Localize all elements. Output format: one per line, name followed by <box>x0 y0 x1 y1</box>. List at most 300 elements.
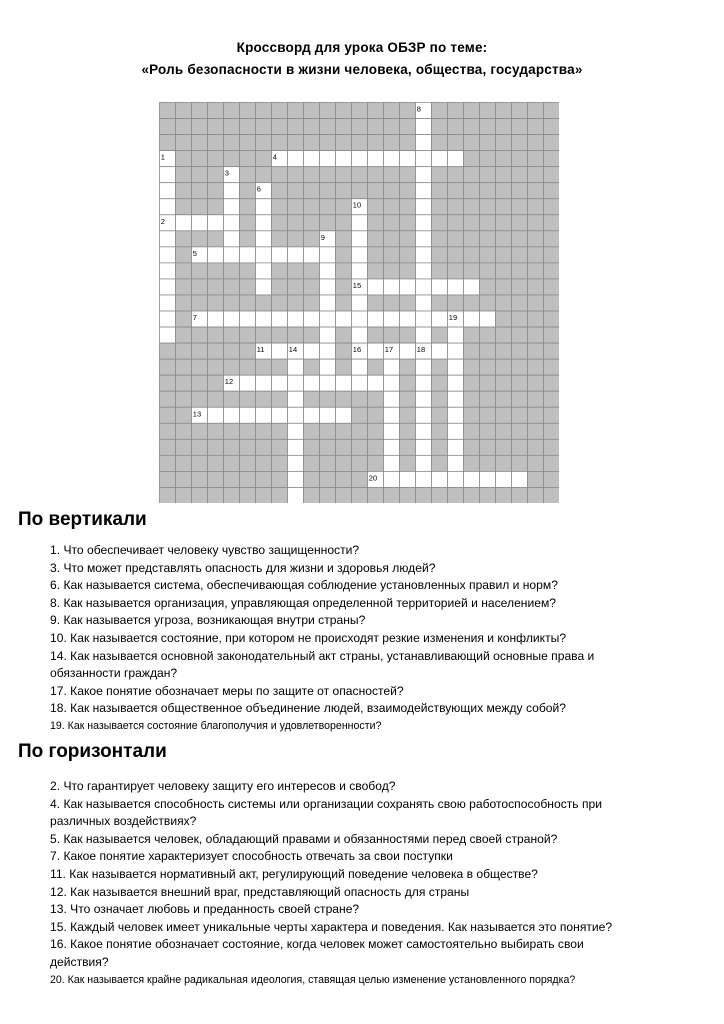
blocked-cell <box>256 295 272 311</box>
blocked-cell <box>368 359 384 375</box>
blocked-cell <box>208 103 224 119</box>
blocked-cell <box>240 167 256 183</box>
blocked-cell <box>192 295 208 311</box>
blocked-cell <box>224 343 240 359</box>
blocked-cell <box>160 439 176 455</box>
clue-item: 14. Как называется основной законодательный акт страны, устанавливающий основные права и <box>50 648 595 663</box>
clue-number: 16 <box>352 345 362 355</box>
blocked-cell <box>448 215 464 231</box>
answer-cell <box>240 375 256 391</box>
clue-number: 17 <box>384 345 394 355</box>
answer-cell <box>224 311 240 327</box>
blocked-cell <box>192 439 208 455</box>
blocked-cell <box>192 231 208 247</box>
blocked-cell <box>176 471 192 487</box>
blocked-cell <box>448 183 464 199</box>
blocked-cell <box>544 247 560 263</box>
blocked-cell <box>528 247 544 263</box>
blocked-cell <box>288 327 304 343</box>
blocked-cell <box>464 487 480 503</box>
blocked-cell <box>272 263 288 279</box>
blocked-cell <box>240 135 256 151</box>
blocked-cell <box>368 199 384 215</box>
clue-item: 15. Каждый человек имеет уникальные черты характера и поведения. Как называется это понятие? <box>50 919 613 934</box>
blocked-cell <box>464 359 480 375</box>
blocked-cell <box>544 199 560 215</box>
blocked-cell <box>256 119 272 135</box>
blocked-cell <box>304 215 320 231</box>
blocked-cell <box>320 199 336 215</box>
blocked-cell <box>496 183 512 199</box>
blocked-cell <box>512 215 528 231</box>
blocked-cell <box>496 295 512 311</box>
blocked-cell <box>240 279 256 295</box>
answer-cell <box>384 311 400 327</box>
answer-cell <box>320 311 336 327</box>
blocked-cell <box>528 183 544 199</box>
blocked-cell <box>528 119 544 135</box>
blocked-cell <box>496 487 512 503</box>
blocked-cell <box>480 407 496 423</box>
blocked-cell <box>320 183 336 199</box>
clue-number: 3 <box>224 168 229 178</box>
answer-cell <box>336 407 352 423</box>
answer-cell <box>496 471 512 487</box>
clue-item: 3. Что может представлять опасность для жизни и здоровья людей? <box>50 560 436 575</box>
blocked-cell <box>288 231 304 247</box>
answer-cell <box>400 279 416 295</box>
blocked-cell <box>336 135 352 151</box>
blocked-cell <box>464 199 480 215</box>
blocked-cell <box>304 167 320 183</box>
blocked-cell <box>240 151 256 167</box>
blocked-cell <box>512 487 528 503</box>
blocked-cell <box>384 487 400 503</box>
blocked-cell <box>336 167 352 183</box>
answer-cell <box>448 279 464 295</box>
answer-cell <box>384 391 400 407</box>
blocked-cell <box>544 103 560 119</box>
blocked-cell <box>208 263 224 279</box>
blocked-cell <box>432 327 448 343</box>
clue-number: 5 <box>192 248 197 258</box>
answer-cell <box>352 375 368 391</box>
blocked-cell <box>496 439 512 455</box>
blocked-cell <box>512 311 528 327</box>
blocked-cell <box>432 183 448 199</box>
clue-item: действия? <box>50 954 109 969</box>
blocked-cell <box>544 279 560 295</box>
blocked-cell <box>512 167 528 183</box>
blocked-cell <box>448 295 464 311</box>
blocked-cell <box>544 423 560 439</box>
blocked-cell <box>256 423 272 439</box>
blocked-cell <box>272 231 288 247</box>
clue-number: 15 <box>352 280 362 290</box>
blocked-cell <box>480 343 496 359</box>
blocked-cell <box>464 439 480 455</box>
blocked-cell <box>384 199 400 215</box>
answer-cell <box>256 279 272 295</box>
blocked-cell <box>544 359 560 375</box>
answer-cell <box>480 311 496 327</box>
blocked-cell <box>528 359 544 375</box>
blocked-cell <box>400 183 416 199</box>
blocked-cell <box>288 103 304 119</box>
answer-cell <box>432 343 448 359</box>
blocked-cell <box>240 439 256 455</box>
blocked-cell <box>272 439 288 455</box>
answer-cell <box>224 407 240 423</box>
answer-cell <box>160 167 176 183</box>
blocked-cell <box>432 407 448 423</box>
blocked-cell <box>528 311 544 327</box>
clue-item: 20. Как называется крайне радикальная идеология, ставящая целью изменение установленного порядка? <box>50 973 576 986</box>
answer-cell <box>512 471 528 487</box>
clue-number: 12 <box>224 377 234 387</box>
blocked-cell <box>480 183 496 199</box>
blocked-cell <box>544 231 560 247</box>
blocked-cell <box>160 343 176 359</box>
answer-cell <box>160 327 176 343</box>
blocked-cell <box>304 119 320 135</box>
blocked-cell <box>528 423 544 439</box>
answer-cell <box>448 407 464 423</box>
blocked-cell <box>272 455 288 471</box>
blocked-cell <box>432 375 448 391</box>
answer-cell <box>352 151 368 167</box>
blocked-cell <box>496 391 512 407</box>
blocked-cell <box>176 151 192 167</box>
blocked-cell <box>320 215 336 231</box>
blocked-cell <box>432 487 448 503</box>
answer-cell <box>384 423 400 439</box>
answer-cell <box>256 215 272 231</box>
blocked-cell <box>400 263 416 279</box>
blocked-cell <box>368 231 384 247</box>
blocked-cell <box>320 135 336 151</box>
blocked-cell <box>496 199 512 215</box>
blocked-cell <box>544 295 560 311</box>
answer-cell <box>416 311 432 327</box>
blocked-cell <box>176 231 192 247</box>
blocked-cell <box>240 183 256 199</box>
answer-cell <box>288 247 304 263</box>
blocked-cell <box>352 407 368 423</box>
answer-cell <box>416 135 432 151</box>
answer-cell <box>400 343 416 359</box>
blocked-cell <box>160 455 176 471</box>
answer-cell <box>384 359 400 375</box>
blocked-cell <box>528 215 544 231</box>
blocked-cell <box>528 199 544 215</box>
blocked-cell <box>208 295 224 311</box>
blocked-cell <box>528 151 544 167</box>
blocked-cell <box>464 343 480 359</box>
blocked-cell <box>320 391 336 407</box>
blocked-cell <box>304 439 320 455</box>
answer-cell <box>416 407 432 423</box>
blocked-cell <box>544 311 560 327</box>
blocked-cell <box>368 295 384 311</box>
clue-number: 10 <box>352 200 362 210</box>
blocked-cell <box>160 135 176 151</box>
answer-cell <box>416 439 432 455</box>
blocked-cell <box>400 423 416 439</box>
blocked-cell <box>160 119 176 135</box>
clue-item: 16. Какое понятие обозначает состояние, когда человек может самостоятельно выбирать свои <box>50 937 584 952</box>
blocked-cell <box>544 455 560 471</box>
blocked-cell <box>480 103 496 119</box>
blocked-cell <box>464 103 480 119</box>
blocked-cell <box>320 487 336 503</box>
blocked-cell <box>208 167 224 183</box>
blocked-cell <box>544 343 560 359</box>
blocked-cell <box>464 375 480 391</box>
blocked-cell <box>528 167 544 183</box>
answer-cell <box>352 263 368 279</box>
blocked-cell <box>208 183 224 199</box>
blocked-cell <box>176 375 192 391</box>
blocked-cell <box>304 231 320 247</box>
blocked-cell <box>448 247 464 263</box>
blocked-cell <box>528 375 544 391</box>
blocked-cell <box>336 471 352 487</box>
answer-cell <box>320 343 336 359</box>
vertical-clue-list <box>50 542 710 736</box>
blocked-cell <box>336 455 352 471</box>
blocked-cell <box>464 231 480 247</box>
blocked-cell <box>544 471 560 487</box>
blocked-cell <box>544 407 560 423</box>
blocked-cell <box>400 439 416 455</box>
answer-cell <box>304 375 320 391</box>
blocked-cell <box>256 167 272 183</box>
answer-cell <box>320 295 336 311</box>
blocked-cell <box>224 279 240 295</box>
horizontal-clue-list <box>50 778 710 989</box>
blocked-cell <box>448 199 464 215</box>
answer-cell <box>368 375 384 391</box>
blocked-cell <box>320 455 336 471</box>
blocked-cell <box>544 263 560 279</box>
blocked-cell <box>544 487 560 503</box>
blocked-cell <box>224 455 240 471</box>
blocked-cell <box>368 119 384 135</box>
clue-item: 17. Какое понятие обозначает меры по защите от опасностей? <box>50 683 404 698</box>
blocked-cell <box>256 471 272 487</box>
blocked-cell <box>480 455 496 471</box>
blocked-cell <box>192 199 208 215</box>
answer-cell <box>400 471 416 487</box>
blocked-cell <box>336 119 352 135</box>
clue-item: 1. Что обеспечивает человеку чувство защищенности? <box>50 543 360 557</box>
blocked-cell <box>480 279 496 295</box>
blocked-cell <box>368 103 384 119</box>
blocked-cell <box>480 327 496 343</box>
clue-number: 8 <box>416 104 421 114</box>
answer-cell <box>384 375 400 391</box>
blocked-cell <box>496 215 512 231</box>
blocked-cell <box>272 103 288 119</box>
blocked-cell <box>368 407 384 423</box>
blocked-cell <box>512 279 528 295</box>
answer-cell <box>416 151 432 167</box>
blocked-cell <box>240 215 256 231</box>
answer-cell <box>288 375 304 391</box>
blocked-cell <box>432 215 448 231</box>
blocked-cell <box>304 359 320 375</box>
answer-cell <box>288 311 304 327</box>
blocked-cell <box>432 455 448 471</box>
answer-cell <box>288 439 304 455</box>
blocked-cell <box>192 455 208 471</box>
clue-item: 13. Что означает любовь и преданность своей стране? <box>50 902 360 917</box>
blocked-cell <box>192 135 208 151</box>
blocked-cell <box>464 295 480 311</box>
answer-cell <box>416 167 432 183</box>
blocked-cell <box>544 167 560 183</box>
answer-cell <box>320 279 336 295</box>
clue-number: 18 <box>416 345 426 355</box>
blocked-cell <box>496 167 512 183</box>
blocked-cell <box>464 135 480 151</box>
blocked-cell <box>496 359 512 375</box>
blocked-cell <box>448 135 464 151</box>
answer-cell <box>432 151 448 167</box>
blocked-cell <box>320 119 336 135</box>
clue-number: 9 <box>320 232 325 242</box>
answer-cell <box>208 215 224 231</box>
blocked-cell <box>528 103 544 119</box>
blocked-cell <box>400 119 416 135</box>
blocked-cell <box>208 439 224 455</box>
blocked-cell <box>272 183 288 199</box>
answer-cell <box>224 199 240 215</box>
answer-cell <box>192 215 208 231</box>
answer-cell <box>176 215 192 231</box>
blocked-cell <box>368 487 384 503</box>
blocked-cell <box>400 359 416 375</box>
blocked-cell <box>384 263 400 279</box>
blocked-cell <box>208 359 224 375</box>
clue-number: 19 <box>448 313 458 323</box>
blocked-cell <box>336 439 352 455</box>
blocked-cell <box>160 103 176 119</box>
blocked-cell <box>208 135 224 151</box>
blocked-cell <box>432 263 448 279</box>
blocked-cell <box>176 359 192 375</box>
blocked-cell <box>512 119 528 135</box>
blocked-cell <box>224 295 240 311</box>
blocked-cell <box>352 471 368 487</box>
answer-cell <box>368 279 384 295</box>
blocked-cell <box>512 135 528 151</box>
blocked-cell <box>240 343 256 359</box>
blocked-cell <box>480 423 496 439</box>
answer-cell <box>416 247 432 263</box>
answer-cell <box>288 359 304 375</box>
blocked-cell <box>368 391 384 407</box>
answer-cell <box>272 247 288 263</box>
blocked-cell <box>528 455 544 471</box>
blocked-cell <box>480 359 496 375</box>
answer-cell <box>256 247 272 263</box>
blocked-cell <box>272 167 288 183</box>
clue-item: 9. Как называется угроза, возникающая внутри страны? <box>50 613 366 628</box>
blocked-cell <box>352 167 368 183</box>
blocked-cell <box>208 119 224 135</box>
blocked-cell <box>368 183 384 199</box>
answer-cell <box>288 423 304 439</box>
answer-cell <box>288 407 304 423</box>
blocked-cell <box>368 423 384 439</box>
answer-cell <box>448 423 464 439</box>
blocked-cell <box>336 183 352 199</box>
blocked-cell <box>352 439 368 455</box>
answer-cell <box>416 215 432 231</box>
blocked-cell <box>304 103 320 119</box>
blocked-cell <box>176 439 192 455</box>
answer-cell <box>288 487 304 503</box>
crossword-grid <box>159 102 559 503</box>
answer-cell <box>352 215 368 231</box>
blocked-cell <box>256 487 272 503</box>
clue-item: обязанности граждан? <box>50 666 178 681</box>
answer-cell <box>416 455 432 471</box>
blocked-cell <box>448 231 464 247</box>
blocked-cell <box>480 439 496 455</box>
blocked-cell <box>304 135 320 151</box>
blocked-cell <box>480 167 496 183</box>
answer-cell <box>304 151 320 167</box>
answer-cell <box>224 183 240 199</box>
blocked-cell <box>304 295 320 311</box>
blocked-cell <box>320 471 336 487</box>
answer-cell <box>160 279 176 295</box>
blocked-cell <box>432 119 448 135</box>
answer-cell <box>352 311 368 327</box>
blocked-cell <box>544 391 560 407</box>
blocked-cell <box>192 327 208 343</box>
blocked-cell <box>464 327 480 343</box>
answer-cell <box>432 471 448 487</box>
blocked-cell <box>304 183 320 199</box>
answer-cell <box>320 151 336 167</box>
blocked-cell <box>352 487 368 503</box>
blocked-cell <box>256 439 272 455</box>
clue-number: 7 <box>192 313 197 323</box>
blocked-cell <box>368 327 384 343</box>
blocked-cell <box>336 327 352 343</box>
blocked-cell <box>512 263 528 279</box>
answer-cell <box>368 343 384 359</box>
answer-cell <box>256 407 272 423</box>
clue-number: 6 <box>256 184 261 194</box>
blocked-cell <box>384 327 400 343</box>
answer-cell <box>352 359 368 375</box>
answer-cell <box>448 455 464 471</box>
answer-cell <box>384 439 400 455</box>
blocked-cell <box>480 263 496 279</box>
blocked-cell <box>528 471 544 487</box>
clue-number: 4 <box>272 152 277 162</box>
blocked-cell <box>224 471 240 487</box>
worksheet-title: Кроссворд для урока ОБЗР по теме: <box>236 40 488 55</box>
blocked-cell <box>304 279 320 295</box>
blocked-cell <box>400 327 416 343</box>
blocked-cell <box>544 151 560 167</box>
